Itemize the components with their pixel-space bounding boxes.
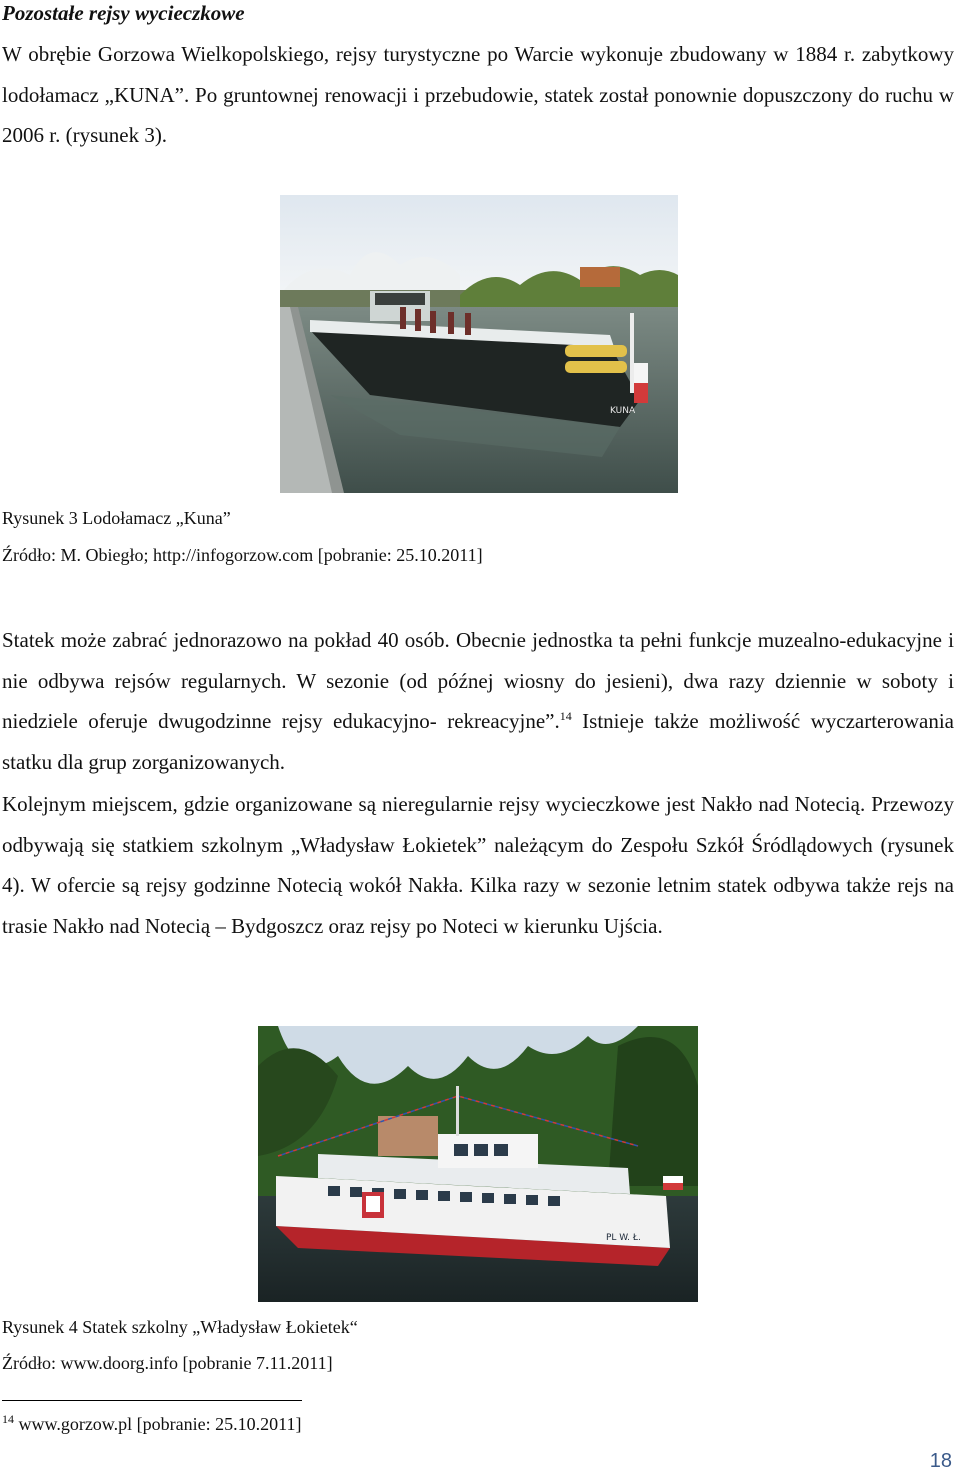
paragraph-kuna-intro: W obrębie Gorzowa Wielkopolskiego, rejsy turystyczne po Warcie wykonuje zbudowany w 1884 r. zabytkowy lodołamacz „KUNA”. Po gruntownej renowacji i przebudowie, statek został ponownie dopuszczony do ruchu w 2006 r. (rysunek 3). bbox=[2, 42, 954, 147]
paragraph-kuna-details-tail: Istnieje także możliwość wyczarterowania statku dla grup zorganizowanych. bbox=[2, 709, 954, 774]
hull-name-kuna: KUNA bbox=[610, 406, 636, 416]
figure-4-source: Źródło: www.doorg.info [pobranie 7.11.2011] bbox=[2, 1353, 333, 1373]
section-heading: Pozostałe rejsy wycieczkowe bbox=[2, 1, 245, 25]
paragraph-kuna-details bbox=[2, 620, 954, 782]
paragraph-naklo: Kolejnym miejscem, gdzie organizowane są nieregularnie rejsy wycieczkowe jest Nakło nad Notecią. Przewozy odbywają się statkiem szkolnym „Władysław Łokietek” należącym do Zespołu Szkół Śródlądowych (rysunek 4). W ofercie są rejsy godzinne Notecią wokół Nakła. Kilka razy w sezonie letnim statek odbywa także rejs na trasie Nakło nad Notecią – Bydgoszcz oraz rejsy po Noteci w kierunku Ujścia. bbox=[2, 792, 954, 938]
footnote-number: 14 bbox=[2, 1412, 14, 1426]
hull-name-lokietek: PL W. Ł. bbox=[606, 1233, 641, 1243]
footnote-text: www.gorzow.pl [pobranie: 25.10.2011] bbox=[14, 1414, 302, 1434]
photo-icebreaker-kuna bbox=[280, 195, 678, 493]
footnote bbox=[2, 1412, 301, 1436]
figure-3-caption: Rysunek 3 Lodołamacz „Kuna” bbox=[2, 508, 231, 528]
figure-4-caption: Rysunek 4 Statek szkolny „Władysław Łokietek“ bbox=[2, 1317, 358, 1337]
paragraph-kuna-details-text: Statek może zabrać jednorazowo na pokład 40 osób. Obecnie jednostka ta pełni funkcje muzealno-edukacyjne i nie odbywa rejsów regularnych. W sezonie (od późnej wiosny do jesieni), dwa razy dziennie w soboty i niedziele oferuje dwugodzinne rejsy edukacyjno- rekreacyjne”. bbox=[2, 628, 954, 733]
photo-school-ship-lokietek bbox=[258, 1026, 698, 1302]
footnote-separator bbox=[2, 1400, 302, 1401]
footnote-reference[interactable]: 14 bbox=[559, 709, 572, 723]
page-number: 18 bbox=[929, 1450, 952, 1472]
figure-3-source: Źródło: M. Obiegło; http://infogorzow.com [pobranie: 25.10.2011] bbox=[2, 545, 483, 565]
